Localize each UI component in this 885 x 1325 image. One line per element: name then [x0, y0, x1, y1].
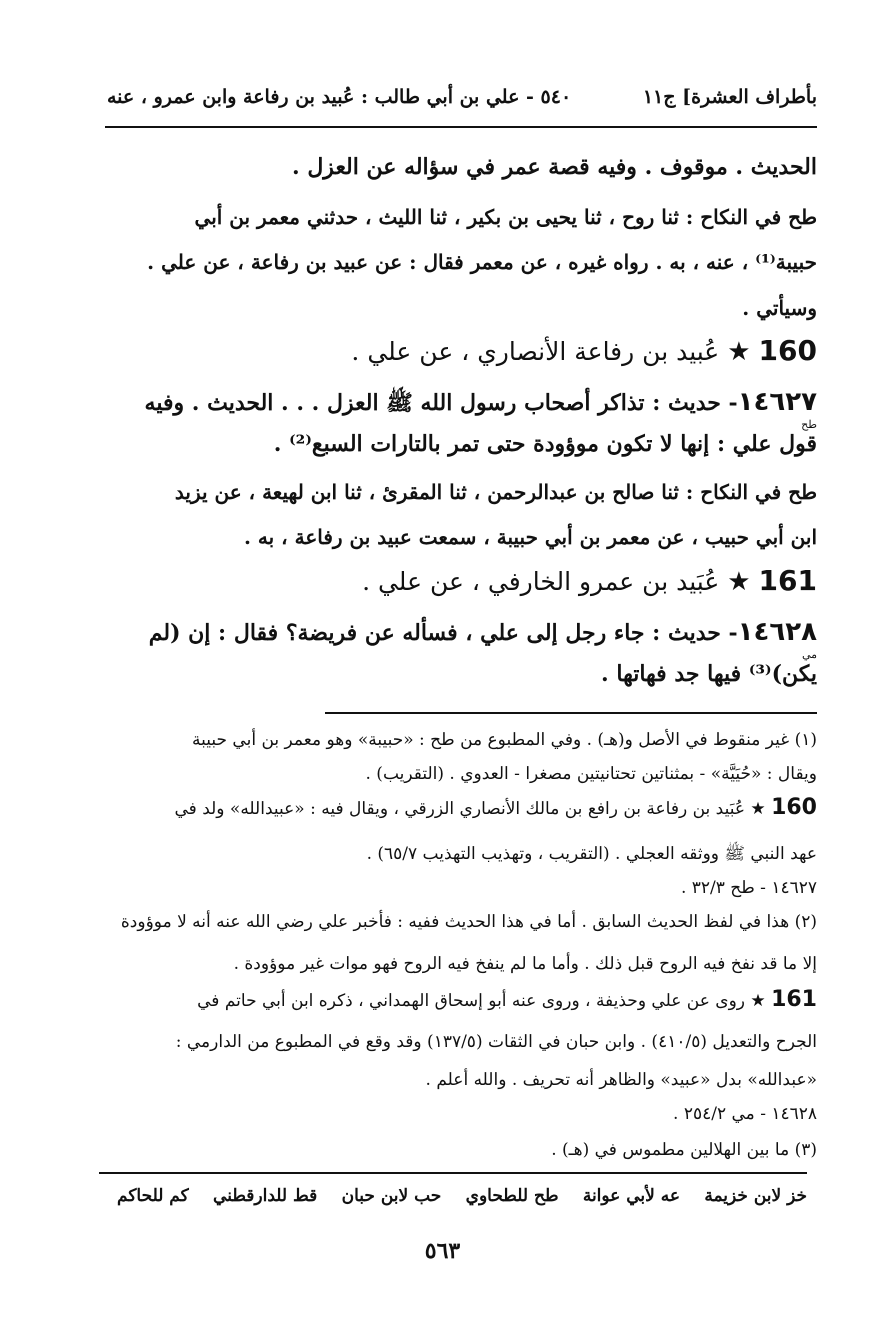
narrator-name: عُبَيد بن عمرو الخارفي ، عن علي .: [362, 567, 720, 596]
footnote-line: (٣) ما بين الهلالين مطموس في (هـ) .: [551, 1140, 817, 1160]
hadith-line: [107, 612, 817, 653]
text-line: طح في النكاح : ثنا روح ، ثنا يحيى بن بكير ، ثنا الليث ، حدثني معمر بن أبي: [194, 205, 817, 229]
narrator-number: 160: [758, 334, 817, 367]
footnote-line: عهد النبي ﷺ ووثقه العجلي . (التقريب ، وتهذيب التهذيب ٦٥/٧) .: [366, 844, 817, 864]
footnote-line: (١) غير منقوط في الأصل و(هـ) . وفي المطبوع من طح : «حبيبة» وهو معمر بن أبي حبيبة: [192, 730, 817, 750]
hadith-text: - حديث : تذاكر أصحاب رسول الله ﷺ العزل . . . الحديث . وفيه: [144, 390, 738, 416]
footnote-narrator-number: 161: [771, 987, 817, 1012]
footnote-line: الجرح والتعديل (٤١٠/٥) . وابن حبان في الثقات (١٣٧/٥) وقد وقع في المطبوع من الدارمي :: [175, 1032, 817, 1052]
hadith-number: ١٤٦٢٨: [737, 617, 817, 647]
source-tag: مي: [801, 648, 817, 661]
header-rule: [105, 126, 817, 128]
footnote-text: عُبَيد بن رفاعة بن رافع بن مالك الأنصاري الزرقي ، ويقال فيه : «عبيدالله» ولد في: [174, 799, 745, 819]
legend-item: كم للحاكم: [117, 1186, 189, 1206]
star-icon: ★: [727, 567, 751, 597]
running-header: [107, 80, 817, 124]
text-line: وسيأتي .: [742, 296, 817, 320]
text-line: حبيبة⁽¹⁾ ، عنه ، به . رواه غيره ، عن معمر فقال : عن عبيد بن رفاعة ، عن علي .: [147, 250, 817, 274]
footnote-line: ويقال : «حُيَيَّة» - بمثناتين تحتانيتين مصغرا - العدوي . (التقريب) .: [365, 764, 817, 784]
page-number: ٥٦٣: [424, 1238, 461, 1264]
footnote-line: [107, 792, 817, 825]
legend-item: خز لابن خزيمة: [704, 1186, 807, 1206]
legend-item: قط للدارقطني: [213, 1186, 318, 1206]
hadith-line: قول علي : إنها لا تكون موؤودة حتى تمر بالتارات السبع⁽²⁾ .: [273, 431, 817, 457]
footnote-line: «عبدالله» بدل «عبيد» والظاهر أنه تحريف . والله أعلم .: [425, 1070, 817, 1090]
text-line: طح في النكاح : ثنا صالح بن عبدالرحمن ، ثنا المقرئ ، ثنا ابن لهيعة ، عن يزيد: [174, 480, 817, 504]
narrator-heading-160: [107, 330, 817, 373]
source-tag: طح: [801, 418, 817, 431]
footnote-text: روى عن علي وحذيفة ، وروى عنه أبو إسحاق الهمداني ، ذكره ابن أبي حاتم في: [197, 991, 745, 1011]
footnote-line: [107, 984, 817, 1017]
header-chapter-title: ٥٤٠ - علي بن أبي طالب : عُبيد بن رفاعة وابن عمرو ، عنه: [107, 86, 572, 108]
abbreviation-legend: [117, 1186, 807, 1206]
hadith-number: ١٤٦٢٧: [737, 387, 817, 417]
legend-item: حب لابن حبان: [341, 1186, 442, 1206]
text-line: ابن أبي حبيب ، عن معمر بن أبي حبيبة ، سمعت عبيد بن رفاعة ، به .: [244, 525, 817, 549]
narrator-name: عُبيد بن رفاعة الأنصاري ، عن علي .: [351, 337, 720, 366]
footnote-line: ١٤٦٢٨ - مي ٢٥٤/٢ .: [673, 1104, 817, 1124]
footnote-narrator-number: 160: [771, 795, 817, 820]
footnote-line: ١٤٦٢٧ - طح ٣٢/٣ .: [680, 878, 817, 898]
legend-rule: [99, 1172, 807, 1174]
footnote-line: (٢) هذا في لفظ الحديث السابق . أما في هذا الحديث ففيه : فأخبر علي رضي الله عنه أنه لا موؤودة: [120, 912, 817, 932]
footnote-line: إلا ما قد نفخ فيه الروح قبل ذلك . وأما ما لم ينفخ فيه الروح فهو موات غير موؤودة .: [233, 954, 817, 974]
star-icon: ★: [750, 991, 766, 1011]
header-book-title: بأطراف العشرة] ج١١: [642, 86, 817, 108]
hadith-line: [107, 382, 817, 423]
footnote-rule: [325, 712, 817, 714]
hadith-text: - حديث : جاء رجل إلى علي ، فسأله عن فريضة؟ فقال : إن (لم: [148, 620, 738, 646]
legend-item: عه لأبي عوانة: [582, 1186, 681, 1206]
star-icon: ★: [727, 337, 751, 367]
narrator-heading-161: [107, 560, 817, 603]
legend-item: طح للطحاوي: [465, 1186, 559, 1206]
star-icon: ★: [750, 799, 766, 819]
narrator-number: 161: [758, 564, 817, 597]
text-line: الحديث . موقوف . وفيه قصة عمر في سؤاله عن العزل .: [292, 154, 817, 180]
hadith-line: يكن)⁽³⁾ فيها جد فهاتها .: [601, 661, 817, 687]
